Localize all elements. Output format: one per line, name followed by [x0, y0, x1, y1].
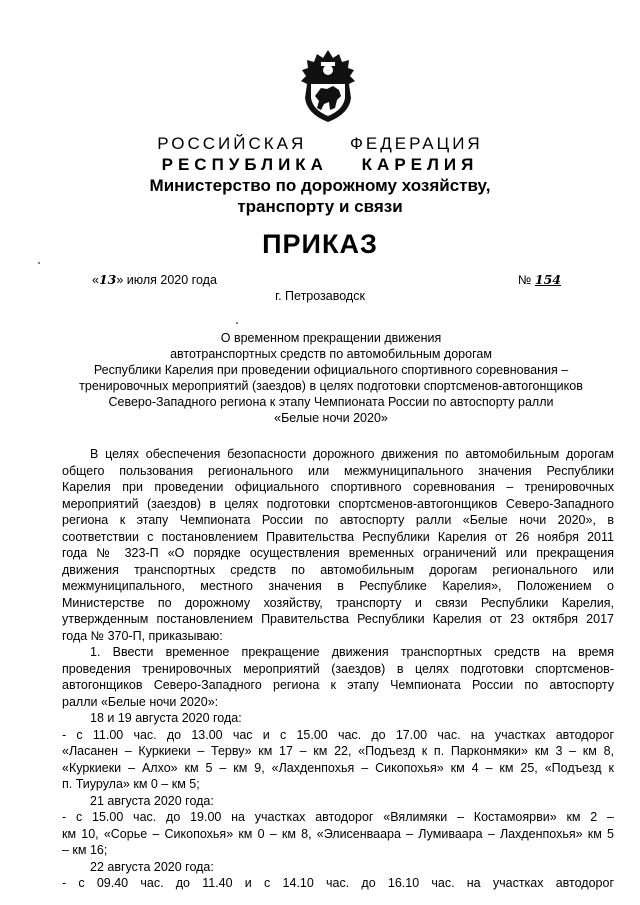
- order-date: «13» июля 2020 года: [92, 272, 217, 287]
- body-line: 22 августа 2020 года:: [90, 859, 214, 874]
- subject-line: О временном прекращении движения: [220, 331, 442, 345]
- body-line: - с 15.00 час. до 19.00 на участках автодорог «Вялимяки – Костамоярви» км 2 –: [62, 810, 614, 824]
- body-line: п. Тиурула» км 0 – км 5;: [62, 777, 200, 791]
- subject-line: «Белые ночи 2020»: [274, 411, 388, 425]
- body-line: «Куркиеки – Алхо» км 5 – км 9, «Лахденпохья – Сикопохья» км 4 – км 25, «Подъезд к: [62, 760, 614, 775]
- body-line: В целях обеспечения безопасности дорожного движения по автомобильным дорогам: [90, 447, 614, 461]
- body-line: - с 11.00 час. до 13.00 час и с 15.00 час. до 17.00 час. на участках автодорог: [62, 727, 614, 742]
- body-line: км 10, «Сорье – Сикопохья» км 0 – км 8, «Элисенваара – Лумиваара – Лахденпохья» км 5: [62, 826, 614, 841]
- body-line: 21 августа 2020 года:: [90, 793, 214, 808]
- body-line: движения транспортных средств по автомобильным дорогам регионального или: [62, 562, 614, 577]
- body-line: Карелия при проведении официального спортивного соревнования – тренировочных: [62, 480, 614, 494]
- subject-line: тренировочных мероприятий (заездов) в целях подготовки спортсменов-автогонщиков: [79, 379, 583, 393]
- body-line: региона к этапу Чемпионата России по автоспорту ралли «Белые ночи 2020», в: [62, 513, 614, 527]
- header-ministry-line2: транспорту и связи: [237, 197, 403, 216]
- order-subject: [66, 330, 596, 426]
- subject-line: автотранспортных средств по автомобильным дорогам: [170, 347, 492, 361]
- handwritten-number: 154: [534, 272, 561, 287]
- body-line: 1. Ввести временное прекращение движения транспортных средств на время: [90, 645, 614, 659]
- body-line: года № 323-П «О порядке осуществления временных ограничений или прекращения: [62, 546, 614, 560]
- handwritten-day: 13: [98, 272, 117, 287]
- header-republic-karelia: РЕСПУБЛИКА КАРЕЛИЯ: [161, 155, 479, 174]
- body-line: ралли «Белые ночи 2020»:: [62, 694, 219, 709]
- body-line: – км 16;: [62, 843, 108, 857]
- order-body: [62, 446, 614, 892]
- city: г. Петрозаводск: [275, 289, 365, 303]
- body-line: мероприятий (заездов) в целях подготовки спортсменов-автогонщиков Северо-Западного: [62, 496, 614, 511]
- body-line: - с 09.40 час. до 11.40 и с 14.10 час. до 16.10 час. на участках автодорог: [62, 876, 614, 890]
- karelia-coat-of-arms-icon: [297, 48, 359, 124]
- body-line: автогонщиков Северо-Западного региона к этапу Чемпионата России по автоспорту: [62, 678, 614, 692]
- body-line: общего пользования регионального или межмуниципального значения Республики: [62, 463, 614, 478]
- body-line: 18 и 19 августа 2020 года:: [90, 711, 242, 725]
- header-russian-federation: РОССИЙСКАЯ ФЕДЕРАЦИЯ: [157, 134, 483, 153]
- order-number: № 154: [518, 272, 561, 287]
- body-line: «Ласанен – Куркиеки – Терву» км 17 – км 22, «Подъезд к п. Парконмяки» км 3 – км 8,: [62, 744, 614, 758]
- body-line: года № 370-П, приказываю:: [62, 628, 223, 643]
- body-line: утвержденным постановлением Правительства Республики Карелия от 23 октября 2017: [62, 612, 614, 626]
- scan-speck: [38, 262, 40, 264]
- scan-speck: [236, 322, 238, 324]
- body-line: соответствии с постановлением Правительства Республики Карелия от 26 ноября 2011: [62, 529, 614, 544]
- header-ministry-line1: Министерство по дорожному хозяйству,: [149, 176, 491, 195]
- body-line: проведения тренировочных мероприятий (заездов) в целях подготовки спортсменов-: [62, 661, 614, 676]
- body-line: Министерстве по дорожному хозяйству, транспорту и связи Республики Карелия,: [62, 595, 614, 610]
- order-title: ПРИКАЗ: [262, 229, 378, 259]
- subject-line: Республики Карелия при проведении официального спортивного соревнования –: [93, 363, 569, 377]
- body-line: межмуниципального, местного значения в Республике Карелия», Положением о: [62, 579, 614, 593]
- subject-line: Северо-Западного региона к этапу Чемпионата России по автоспорту ралли: [108, 395, 554, 409]
